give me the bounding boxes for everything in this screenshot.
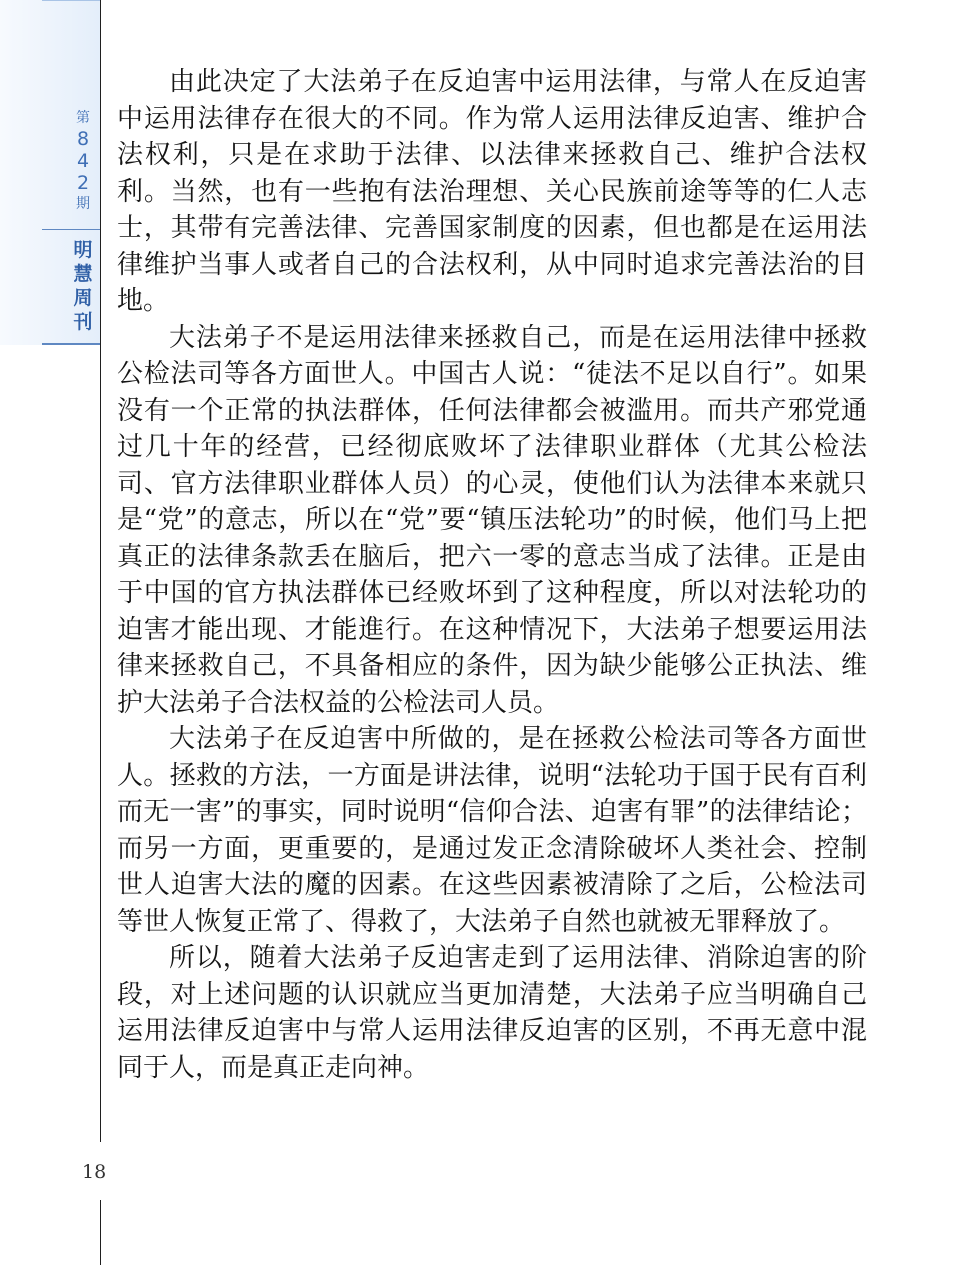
publication-char: 周 [73,287,93,309]
article-body [117,64,867,1086]
publication-char: 刊 [73,311,93,333]
sidebar-divider [42,343,100,345]
issue-digit: 8 [76,128,90,150]
publication-char: 明 [73,239,93,261]
sidebar-top-rule [42,0,100,1]
article-paragraph: 由此决定了大法弟子在反迫害中运用法律，与常人在反迫害中运用法律存在很大的不同。作为常人运用法律反迫害、维护合法权利，只是在求助于法律、以法律来拯救自己、维护合法权利。当然，也有一些抱有法治理想、关心民族前途等等的仁人志士，其带有完善法律、完善国家制度的因素，但也都是在运用法律维护当事人或者自己的合法权利，从中同时追求完善法治的目地。 [117,67,867,316]
sidebar-panel [0,0,100,345]
issue-digit: 4 [76,150,90,172]
margin-rule [100,1200,101,1265]
page-number: 18 [82,1161,107,1183]
issue-digit: 2 [76,172,90,194]
issue-suffix: 期 [76,196,90,212]
margin-rule [100,0,101,1142]
publication-name [62,238,104,334]
article-paragraph: 所以，随着大法弟子反迫害走到了运用法律、消除迫害的阶段，对上述问题的认识就应当更加清楚，大法弟子应当明确自己运用法律反迫害中与常人运用法律反迫害的区别，不再无意中混同于人，而是真正走向神。 [117,943,867,1083]
issue-number [62,108,104,214]
publication-char: 慧 [73,263,93,285]
article-paragraph: 大法弟子不是运用法律来拯救自己，而是在运用法律中拯救公检法司等各方面世人。中国古人说：“徒法不足以自行”。如果没有一个正常的执法群体，任何法律都会被滥用。而共产邪党通过几十年的经营，已经彻底败坏了法律职业群体（尤其公检法司、官方法律职业群体人员）的心灵，使他们认为法律本来就只是“党”的意志，所以在“党”要“镇压法轮功”的时候，他们马上把真正的法律条款丢在脑后，把六一零的意志当成了法律。正是由于中国的官方执法群体已经败坏到了这种程度，所以对法轮功的迫害才能出现、才能進行。在这种情况下，大法弟子想要运用法律来拯救自己，不具备相应的条件，因为缺少能够公正执法、维护大法弟子合法权益的公检法司人员。 [117,322,867,718]
sidebar-divider [42,229,100,230]
article-paragraph: 大法弟子在反迫害中所做的，是在拯救公检法司等各方面世人。拯救的方法，一方面是讲法律，说明“法轮功于国于民有百利而无一害”的事实，同时说明“信仰合法、迫害有罪”的法律结论；而另一方面，更重要的，是通过发正念清除破坏人类社会、控制世人迫害大法的魔的因素。在这些因素被清除了之后，公检法司等世人恢复正常了、得救了，大法弟子自然也就被无罪释放了。 [117,724,867,937]
issue-prefix: 第 [76,110,90,126]
